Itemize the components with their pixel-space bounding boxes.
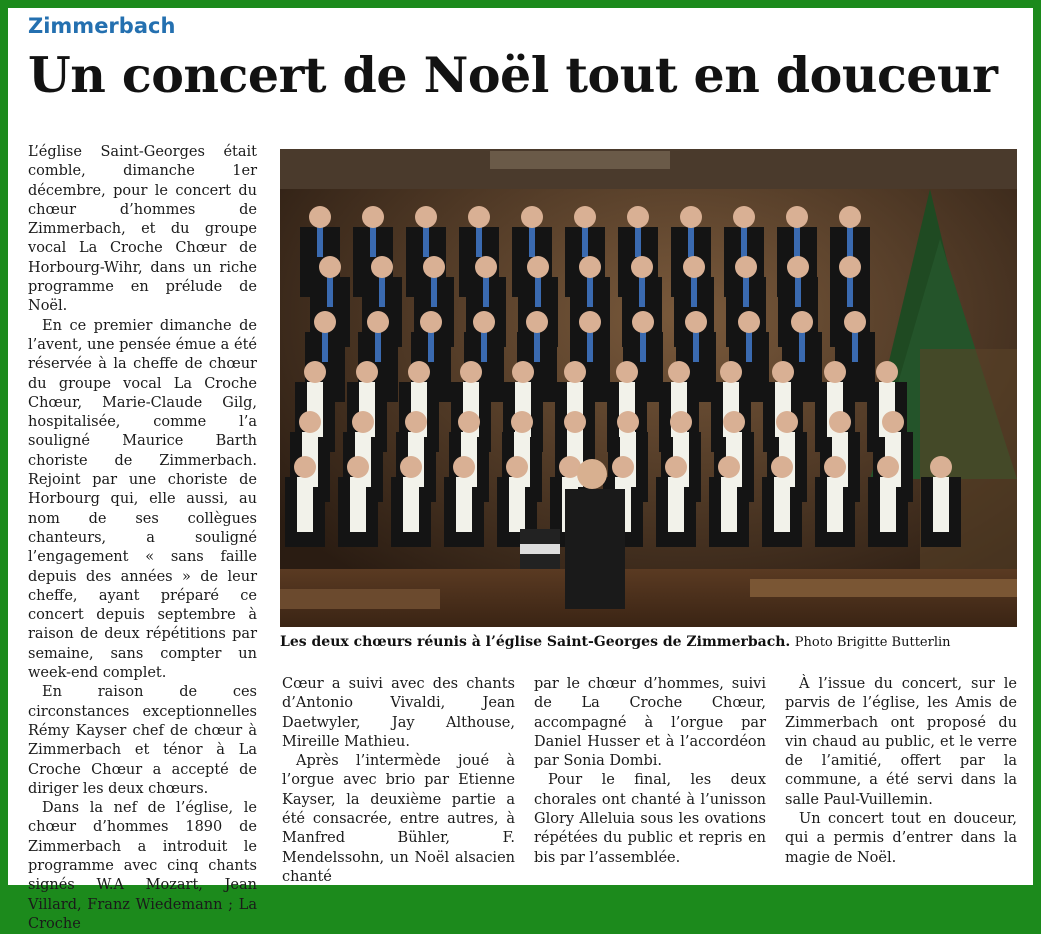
article-headline: Un concert de Noël tout en douceur: [28, 46, 998, 104]
paragraph: En raison de ces circonstances exceptionnelles Rémy Kayser chef de chœur à Zimmerbach et ténor à La Croche Chœur a accepté de diriger les deux chœurs.: [28, 684, 257, 797]
body-column-4: [785, 675, 1017, 868]
photo-caption: [280, 634, 1020, 650]
paragraph: Un concert tout en douceur, qui a permis d’entrer dans la magie de Noël.: [785, 811, 1017, 866]
paragraph: Après l’intermède joué à l’orgue avec brio par Etienne Kayser, la deuxième partie a été consacrée, entre autres, à Manfred Bühler, F. Mendelssohn, un Noël alsacien chanté: [282, 753, 515, 885]
body-column-1: [28, 143, 257, 934]
paragraph: En ce premier dimanche de l’avent, une pensée émue a été réservée à la cheffe de chœur du groupe vocal La Croche Chœur, Marie-Claude Gilg, hospitalisée, comme l’a souligné Maurice Barth choriste de Zimmerbach. Rejoint par une choriste de Horbourg qui, elle aussi, au nom de ses collègues chanteurs, a souligné l’engagement « sans faille depuis des années » de leur cheffe, ayant préparé ce concert depuis septembre à raison de deux répétitions par semaine, sans compter un week-end complet.: [28, 317, 257, 682]
paragraph: par le chœur d’hommes, suivi de La Croche Chœur, accompagné à l’orgue par Daniel Husser et à l’accordéon par Sonia Dombi.: [534, 676, 766, 770]
article-kicker: Zimmerbach: [28, 14, 176, 38]
body-column-2: [282, 675, 515, 887]
paragraph: L’église Saint-Georges était comble, dimanche 1er décembre, pour le concert du chœur d’hommes de Zimmerbach, et du groupe vocal La Croche Chœur de Horbourg-Wihr, dans un riche programme en prélude de Noël.: [28, 144, 257, 315]
photo-credit: Photo Brigitte Butterlin: [794, 635, 951, 650]
paragraph: Pour le final, les deux chorales ont chanté à l’unisson Glory Alleluia sous les ovations répétées du public et repris en bis par l’assemblée.: [534, 772, 766, 866]
article-frame: [8, 8, 1033, 932]
choir-photo: [280, 149, 1017, 627]
paragraph: Cœur a suivi avec des chants d’Antonio Vivaldi, Jean Daetwyler, Jay Althouse, Mireille Mathieu.: [282, 676, 515, 750]
paragraph: À l’issue du concert, sur le parvis de l’église, les Amis de Zimmerbach ont proposé du vin chaud au public, et le verre de l’amitié, offert par la commune, a été servi dans la salle Paul-Vuillemin.: [785, 676, 1017, 808]
paragraph: Dans la nef de l’église, le chœur d’hommes 1890 de Zimmerbach a introduit le programme avec cinq chants signés W.A Mozart, Jean Villard, Franz Wiedemann ; La Croche: [28, 800, 257, 932]
body-column-3: [534, 675, 766, 868]
caption-text: Les deux chœurs réunis à l’église Saint-Georges de Zimmerbach.: [280, 634, 791, 650]
